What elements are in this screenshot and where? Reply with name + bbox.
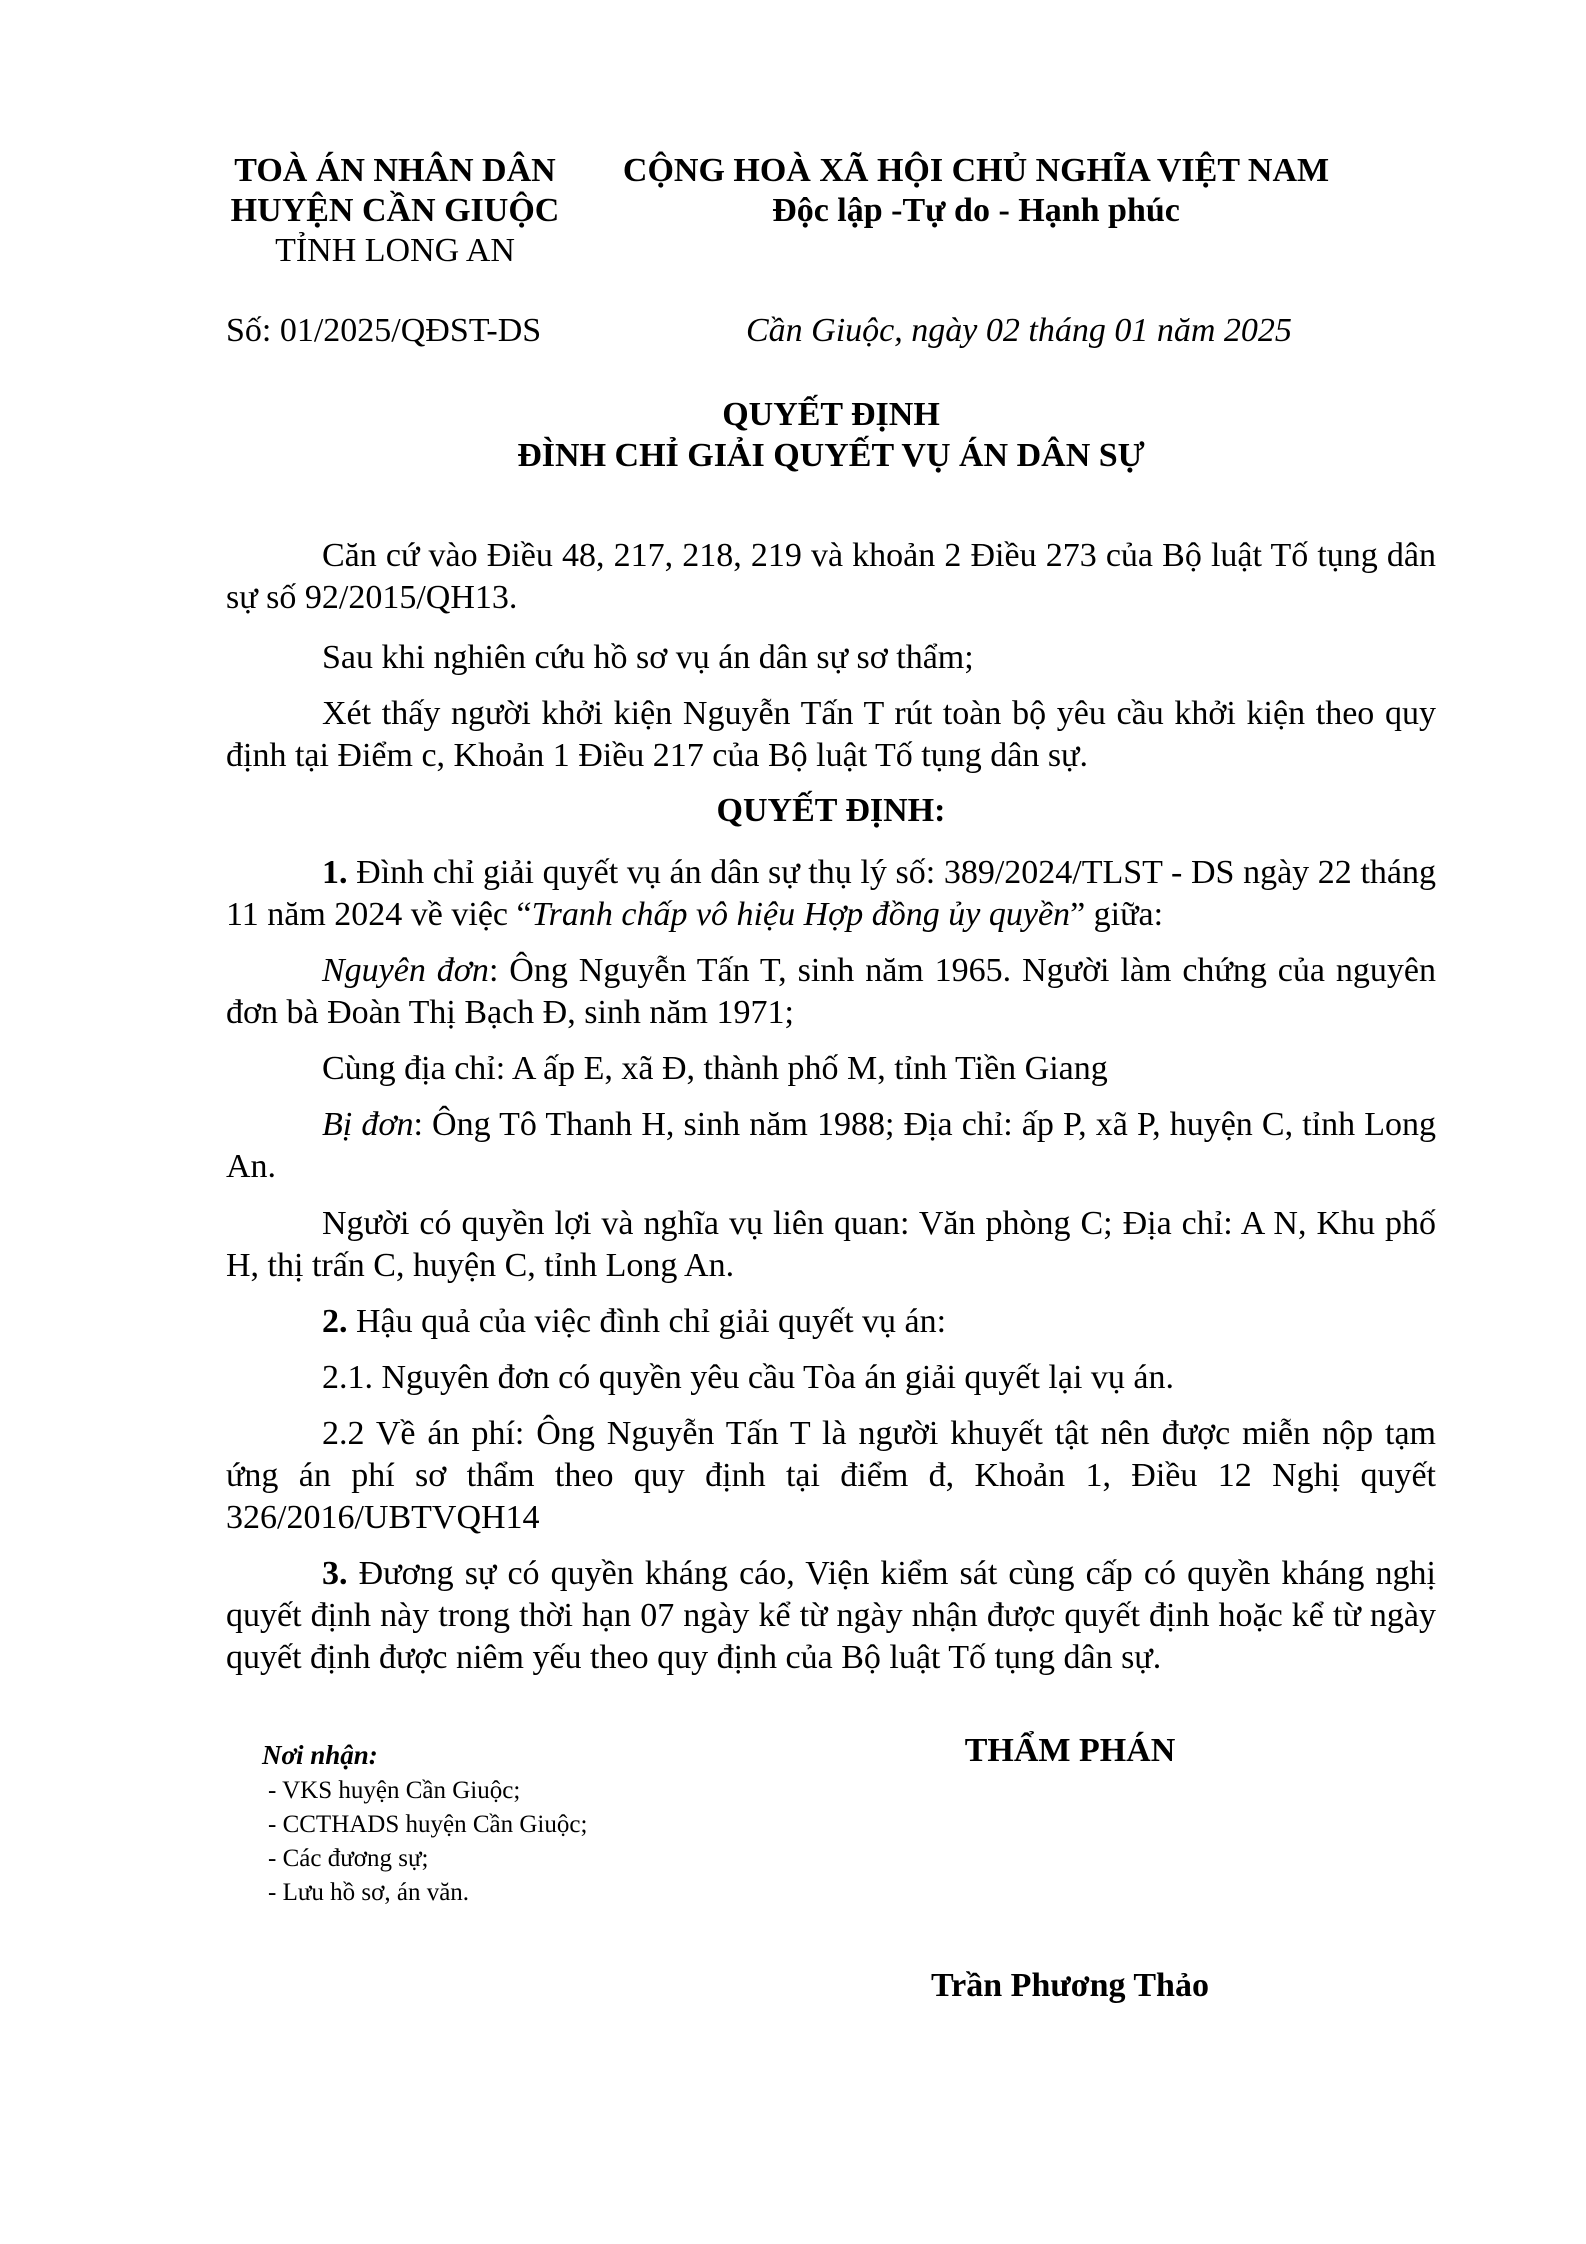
signer-role: THẨM PHÁN (964, 1732, 1176, 1769)
decision-date-text: , ngày 02 tháng 01 năm 2025 (894, 312, 1292, 349)
item-1-text-b: ” giữa: (1070, 896, 1164, 933)
court-name-line2: HUYỆN CẦN GIUỘC (230, 192, 560, 229)
item-3-text: Đương sự có quyền kháng cáo, Viện kiểm sát cùng cấp có quyền kháng nghị quyết định này trong thời hạn 07 ngày kể từ ngày nhận được quyết định hoặc kể từ ngày quyết định được niêm yếu theo quy định của Bộ luật Tố tụng dân sự. (226, 1555, 1436, 1676)
item-2-number: 2. (322, 1303, 348, 1340)
document-subtitle: ĐÌNH CHỈ GIẢI QUYẾT VỤ ÁN DÂN SỰ (517, 437, 1145, 474)
item-2-2: 2.2 Về án phí: Ông Nguyễn Tấn T là người khuyết tật nên được miễn nộp tạm ứng án phí sơ thẩm theo quy định tại điểm đ, Khoản 1, Điều 12 Nghị quyết 326/2016/UBTVQH14 (226, 1415, 1436, 1536)
recipient-item: - Lưu hồ sơ, án văn. (268, 1879, 470, 1906)
defendant-paragraph (226, 1104, 1436, 1188)
item-1-text-a: Đình chỉ giải quyết vụ án dân sự thụ lý số: 389/2024/TLST - DS ngày 22 tháng 11 năm 2024 về việc “ (226, 854, 1436, 933)
item-2-text: Hậu quả của việc đình chỉ giải quyết vụ án: (347, 1303, 947, 1340)
recipient-item: - CCTHADS huyện Cần Giuộc; (268, 1811, 588, 1838)
national-motto: Độc lập -Tự do - Hạnh phúc (772, 192, 1180, 229)
preamble-withdrawal: Xét thấy người khởi kiện Nguyễn Tấn T rút toàn bộ yêu cầu khởi kiện theo quy định tại Điểm c, Khoản 1 Điều 217 của Bộ luật Tố tụng dân sự. (226, 695, 1436, 774)
item-1-number: 1. (322, 854, 348, 891)
item-2 (226, 1301, 1436, 1343)
court-name-line3: TỈNH LONG AN (275, 232, 515, 269)
signer-name: Trần Phương Thảo (931, 1967, 1209, 2004)
plaintiff-label: Nguyên đơn (322, 952, 489, 989)
recipient-item: - Các đương sự; (268, 1845, 429, 1872)
preamble-legal-basis: Căn cứ vào Điều 48, 217, 218, 219 và khoản 2 Điều 273 của Bộ luật Tố tụng dân sự số 92/2015/QH13. (226, 537, 1436, 616)
related-party-paragraph: Người có quyền lợi và nghĩa vụ liên quan: Văn phòng C; Địa chỉ: A N, Khu phố H, thị trấn C, huyện C, tỉnh Long An. (226, 1205, 1436, 1284)
preamble-review: Sau khi nghiên cứu hồ sơ vụ án dân sự sơ thẩm; (322, 639, 974, 676)
decision-heading: QUYẾT ĐỊNH: (716, 792, 946, 829)
court-name-line1: TOÀ ÁN NHÂN DÂN (234, 152, 556, 189)
decision-date (746, 311, 1292, 351)
defendant-text: : Ông Tô Thanh H, sinh năm 1988; Địa chỉ: ấp P, xã P, huyện C, tỉnh Long An. (226, 1106, 1436, 1185)
recipients-label: Nơi nhận: (262, 1740, 378, 1770)
decision-number: Số: 01/2025/QĐST-DS (226, 312, 542, 349)
defendant-label: Bị đơn (322, 1106, 414, 1143)
plaintiff-paragraph (226, 950, 1436, 1034)
item-2-1: 2.1. Nguyên đơn có quyền yêu cầu Tòa án giải quyết lại vụ án. (322, 1359, 1175, 1396)
item-3-number: 3. (322, 1555, 348, 1592)
plaintiff-text: : Ông Nguyễn Tấn T, sinh năm 1965. Người làm chứng của nguyên đơn bà Đoàn Thị Bạch Đ, sinh năm 1971; (226, 952, 1436, 1031)
item-3 (226, 1553, 1436, 1679)
decision-place: Cần Giuộc (746, 312, 895, 349)
item-1 (226, 852, 1436, 936)
recipient-item: - VKS huyện Cần Giuộc; (268, 1777, 521, 1804)
plaintiff-address: Cùng địa chỉ: A ấp E, xã Đ, thành phố M, tỉnh Tiền Giang (322, 1050, 1108, 1087)
document-title: QUYẾT ĐỊNH (722, 396, 940, 433)
item-1-case-name: Tranh chấp vô hiệu Hợp đồng ủy quyền (531, 896, 1071, 933)
national-title: CỘNG HOÀ XÃ HỘI CHỦ NGHĨA VIỆT NAM (622, 152, 1330, 189)
